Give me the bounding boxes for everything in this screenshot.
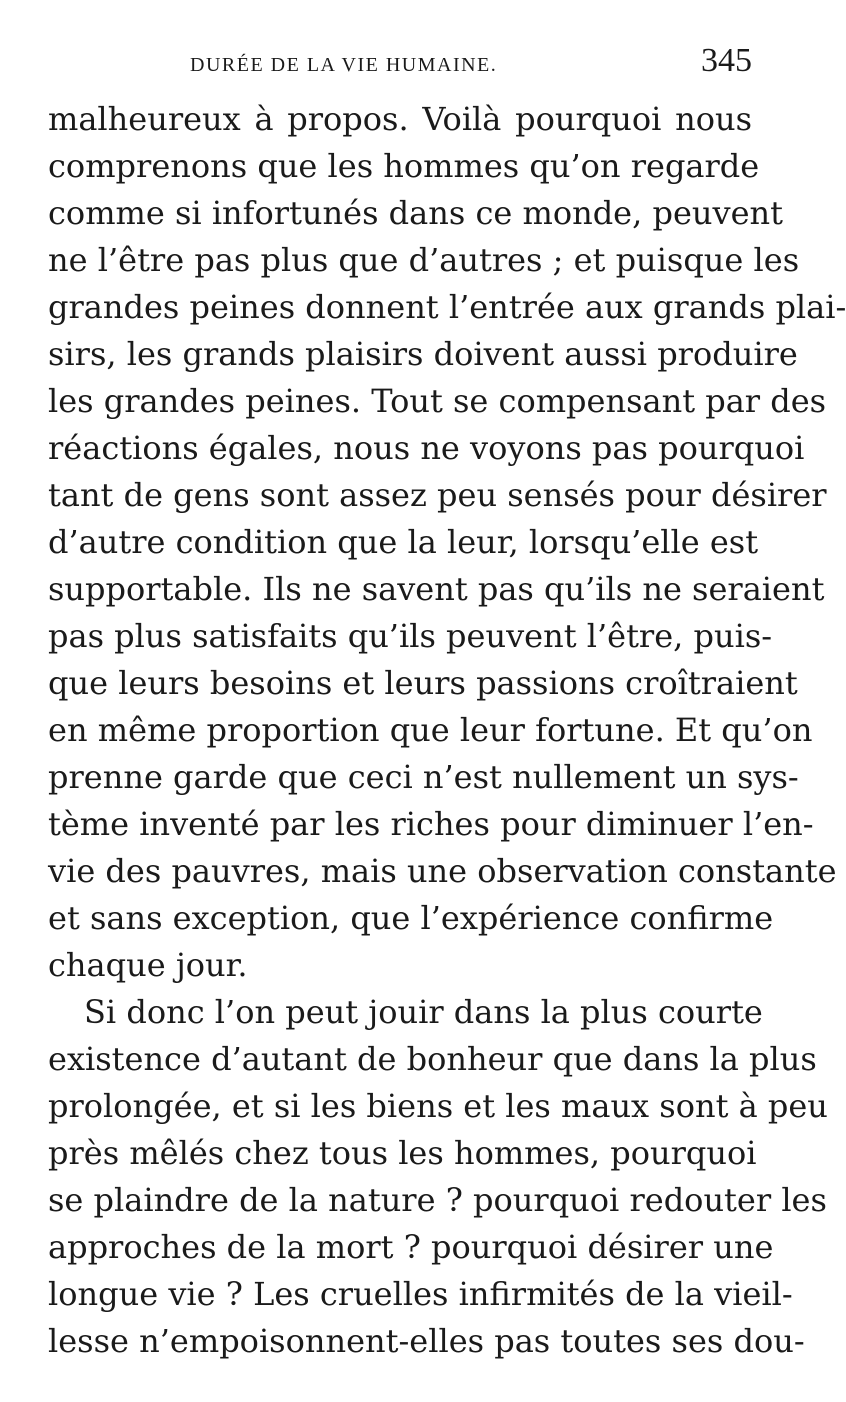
text-line: que leurs besoins et leurs passions croîtraient <box>48 664 798 702</box>
page-header <box>48 40 752 92</box>
text-line: les grandes peines. Tout se compensant par des <box>48 382 827 420</box>
text-line: et sans exception, que l’expérience confirme <box>48 899 774 937</box>
running-title: DURÉE DE LA VIE HUMAINE. <box>190 54 498 76</box>
text-line: se plaindre de la nature ? pourquoi redouter les <box>48 1181 827 1219</box>
paragraph-1 <box>48 96 846 989</box>
text-line: lesse n’empoisonnent-elles pas toutes ses dou- <box>48 1322 805 1360</box>
text-line: supportable. Ils ne savent pas qu’ils ne seraient <box>48 570 825 608</box>
text-line: Si donc l’on peut jouir dans la plus courte <box>84 993 763 1031</box>
text-line: prolongée, et si les biens et les maux sont à peu <box>48 1087 828 1125</box>
text-line: comme si infortunés dans ce monde, peuvent <box>48 194 783 232</box>
text-line: tème inventé par les riches pour diminuer l’en- <box>48 805 814 843</box>
paragraph-2 <box>48 989 828 1365</box>
text-line: grandes peines donnent l’entrée aux grands plai- <box>48 288 846 326</box>
text-line: approches de la mort ? pourquoi désirer une <box>48 1228 774 1266</box>
text-line: vie des pauvres, mais une observation constante <box>48 852 837 890</box>
text-line: chaque jour. <box>48 946 248 984</box>
text-line: tant de gens sont assez peu sensés pour désirer <box>48 476 827 514</box>
text-line: prenne garde que ceci n’est nullement un sys- <box>48 758 799 796</box>
text-line: en même proportion que leur fortune. Et qu’on <box>48 711 813 749</box>
text-line: ne l’être pas plus que d’autres ; et puisque les <box>48 241 800 279</box>
text-line: près mêlés chez tous les hommes, pourquoi <box>48 1134 757 1172</box>
text-line: existence d’autant de bonheur que dans la plus <box>48 1040 817 1078</box>
text-line: comprenons que les hommes qu’on regarde <box>48 147 760 185</box>
text-line: pas plus satisfaits qu’ils peuvent l’être, puis- <box>48 617 773 655</box>
text-line: longue vie ? Les cruelles infirmités de la vieil- <box>48 1275 793 1313</box>
text-line: malheureux à propos. Voilà pourquoi nous <box>48 100 752 138</box>
page-number: 345 <box>701 42 752 79</box>
text-line: réactions égales, nous ne voyons pas pourquoi <box>48 429 805 467</box>
text-line: sirs, les grands plaisirs doivent aussi produire <box>48 335 798 373</box>
text-line: d’autre condition que la leur, lorsqu’elle est <box>48 523 759 561</box>
